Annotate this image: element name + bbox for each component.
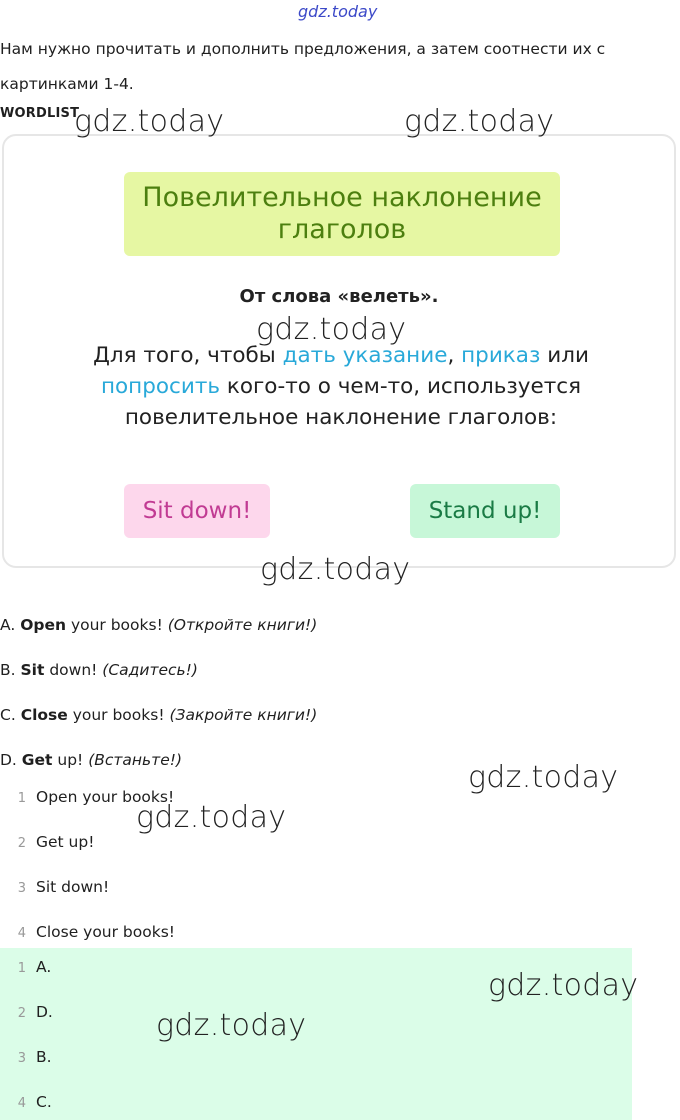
body-text: Для того, чтобы <box>93 343 283 368</box>
watermark: gdz.today <box>488 968 639 1003</box>
body-text: или <box>540 343 589 368</box>
example-rest: your books! <box>67 706 170 724</box>
example-item <box>0 661 198 679</box>
watermark: gdz.today <box>74 104 225 139</box>
answer-item <box>0 1003 53 1021</box>
example-letter: A. <box>0 616 21 634</box>
watermark: gdz.today <box>260 552 411 587</box>
list-item <box>0 923 175 941</box>
watermark: gdz.today <box>468 760 619 795</box>
answer-item <box>0 958 51 976</box>
example-translation: (Встаньте!) <box>88 751 183 769</box>
example-verb: Close <box>20 706 68 724</box>
example-verb: Get <box>21 751 53 769</box>
highlight-order: приказ <box>461 343 541 368</box>
example-rest: down! <box>44 661 103 679</box>
list-number: 3 <box>17 881 26 896</box>
watermark: gdz.today <box>404 104 555 139</box>
example-letter: B. <box>0 661 21 679</box>
card-body <box>44 340 638 433</box>
example-item <box>0 751 182 769</box>
list-number: 4 <box>17 926 26 941</box>
example-item <box>0 706 317 724</box>
stand-up-button: Stand up! <box>410 484 560 538</box>
wordlist-label: WORDLIST <box>0 106 80 121</box>
highlight-ask: попросить <box>100 374 221 399</box>
answer-item <box>0 1048 52 1066</box>
example-rest: your books! <box>66 616 168 634</box>
answer-number: 3 <box>17 1051 26 1066</box>
example-verb: Open <box>20 616 67 634</box>
list-text: Open your books! <box>36 788 175 806</box>
watermark: gdz.today <box>156 1008 307 1043</box>
list-item <box>0 878 109 896</box>
highlight-instruction: дать указание <box>282 343 448 368</box>
answer-text: C. <box>36 1093 52 1111</box>
watermark: gdz.today <box>136 800 287 835</box>
answer-text: A. <box>36 958 52 976</box>
list-text: Sit down! <box>36 878 110 896</box>
answer-item <box>0 1093 52 1111</box>
body-text: , <box>447 343 462 368</box>
example-translation: (Закройте книги!) <box>169 706 318 724</box>
example-translation: (Садитесь!) <box>102 661 198 679</box>
answer-text: D. <box>36 1003 53 1021</box>
rule-card <box>2 134 676 568</box>
example-translation: (Откройте книги!) <box>167 616 318 634</box>
answer-text: B. <box>36 1048 52 1066</box>
answer-number: 1 <box>17 961 26 976</box>
watermark: gdz.today <box>256 312 407 347</box>
card-subtitle: От слова «велеть». <box>239 286 439 307</box>
example-item <box>0 616 317 634</box>
body-text: кого-то о чем-то, используется повелительное наклонение глаголов: <box>124 374 582 430</box>
list-number: 2 <box>17 836 26 851</box>
sit-down-button: Sit down! <box>124 484 270 538</box>
list-text: Get up! <box>36 833 95 851</box>
example-rest: up! <box>52 751 89 769</box>
list-text: Close your books! <box>36 923 176 941</box>
answer-number: 2 <box>17 1006 26 1021</box>
card-title: Повелительное наклонение глаголов <box>124 172 560 256</box>
list-item <box>0 833 94 851</box>
answer-number: 4 <box>17 1096 26 1111</box>
example-letter: C. <box>0 706 21 724</box>
example-letter: D. <box>0 751 22 769</box>
watermark-top: gdz.today <box>298 2 378 21</box>
example-verb: Sit <box>20 661 45 679</box>
intro-text: Нам нужно прочитать и дополнить предложения, а затем соотнести их с картинками 1-4. <box>0 40 606 93</box>
list-number: 1 <box>17 791 26 806</box>
